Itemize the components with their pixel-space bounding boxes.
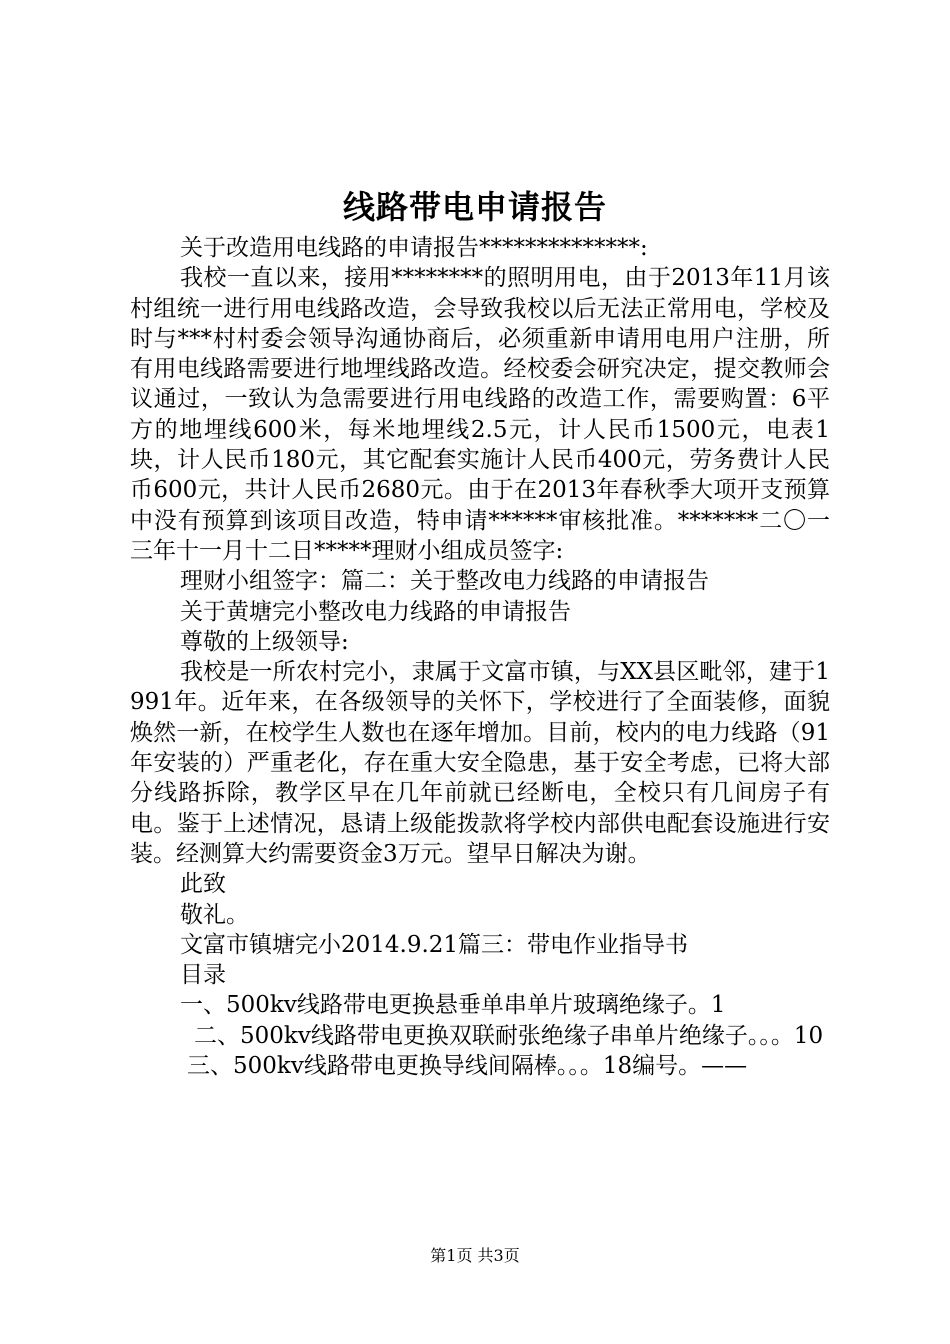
paragraph-request-heading: 关于改造用电线路的申请报告**************: xyxy=(180,235,648,261)
paragraph-closing-1: 此致 xyxy=(180,871,226,898)
page-number-footer: 第1页 共3页 xyxy=(430,1246,520,1265)
paragraph-salutation: 尊敬的上级领导: xyxy=(180,628,349,655)
paragraph-toc-heading: 目录 xyxy=(180,962,226,989)
paragraph-sender-date: 文富市镇塘完小2014.9.21篇三：带电作业指导书 xyxy=(180,931,689,958)
toc-item-3: 三、500kv线路带电更换导线间隔棒。。。18编号。—— xyxy=(187,1053,748,1080)
paragraph-report-body: 我校是一所农村完小，隶属于文富市镇，与XX县区毗邻，建于1991年。近年来，在各级领导的关怀下，学校进行了全面装修，面貌焕然一新，在校学生人数也在逐年增加。目前，校内的电力线路（91年安装的）严重老化，存在重大安全隐患，基于安全考虑，已将大部分线路拆除，教学区早在几年前就已经断电，全校只有几间房子有电。鉴于上述情况，恳请上级能拨款将学校内部供电配套设施进行安装。经测算大约需要资金3万元。望早日解决为谢。 xyxy=(130,659,830,867)
paragraph-report-title: 关于黄塘完小整改电力线路的申请报告 xyxy=(180,598,571,625)
document-body xyxy=(130,233,830,1081)
document-title: 线路带电申请报告 xyxy=(342,188,607,226)
toc-item-1: 一、500kv线路带电更换悬垂单串单片玻璃绝缘子。1 xyxy=(180,992,726,1019)
paragraph-signature: 理财小组签字：篇二：关于整改电力线路的申请报告 xyxy=(180,568,709,595)
paragraph-closing-2: 敬礼。 xyxy=(180,901,249,928)
paragraph-request-body: 我校一直以来，接用********的照明用电，由于2013年11月该村组统一进行用电线路改造，会导致我校以后无法正常用电，学校及时与***村村委会领导沟通协商后，必须重新申请用电用户注册，所有用电线路需要进行地埋线路改造。经校委会研究决定，提交教师会议通过，一致认为急需要进行用电线路的改造工作，需要购置：6平方的地埋线600米，每米地埋线2.5元，计人民币1500元，电表1块，计人民币180元，其它配套实施计人民币400元，劳务费计人民币600元，共计人民币2680元。由于在2013年春秋季大项开支预算中没有预算到该项目改造，特申请******审核批准。*******二〇一三年十一月十二日*****理财小组成员签字: xyxy=(130,265,830,564)
toc-item-2: 二、500kv线路带电更换双联耐张绝缘子串单片绝缘子。。。10 xyxy=(194,1022,824,1049)
